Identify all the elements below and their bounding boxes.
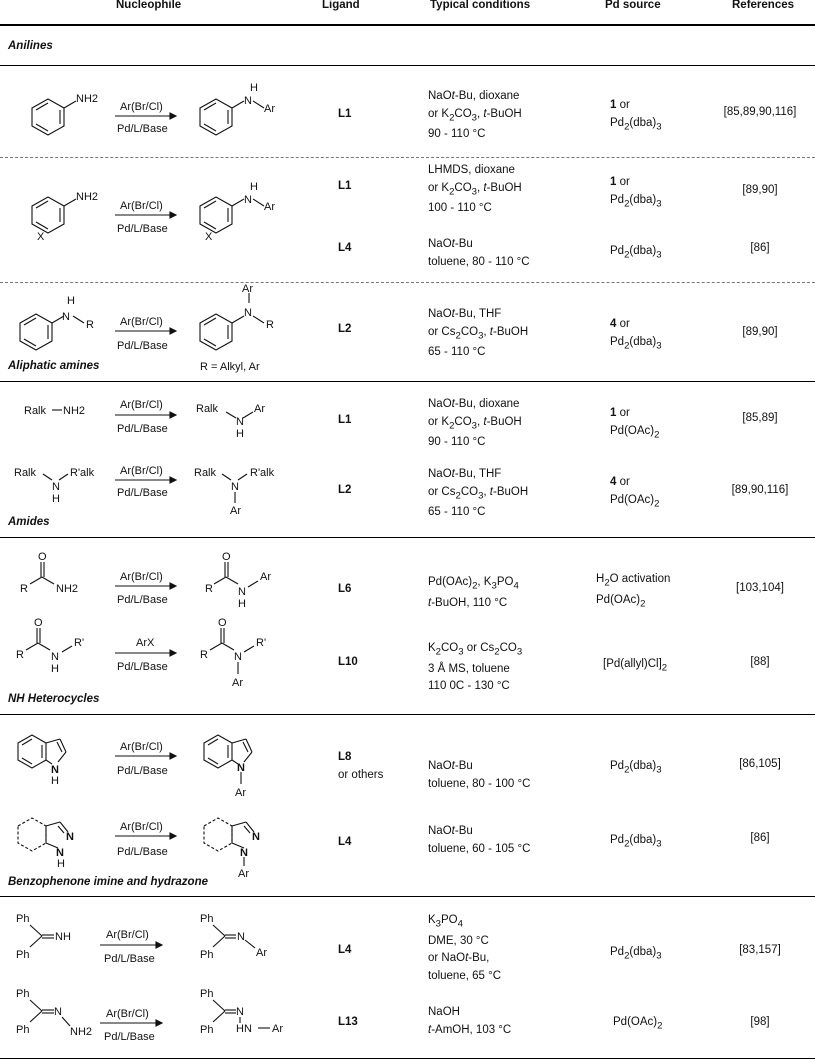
atom-ph: Ph <box>16 1024 30 1036</box>
atom-n: N <box>236 1006 244 1018</box>
condition-line: $K_3PO_4$ <box>428 914 463 930</box>
condition-line: toluene, 65 °C <box>428 969 502 982</box>
catalyst-label: Pd/L/Base <box>104 1031 155 1043</box>
condition-line: NaOH <box>428 1006 460 1018</box>
section-aliphatic-amines: Aliphatic amines <box>8 360 100 372</box>
atom-h: H <box>67 295 75 307</box>
atom-ar: Ar <box>264 201 275 213</box>
catalyst-label: Pd/L/Base <box>117 661 168 673</box>
atom-h: H <box>51 663 59 675</box>
atom-n: N <box>56 847 64 859</box>
condition-line: NaOt-Bu <box>428 760 473 772</box>
condition-line: 100 - 110 °C <box>428 202 492 215</box>
reagent-label: Ar(Br/Cl) <box>120 571 163 583</box>
reference-cell: [88] <box>750 656 770 668</box>
condition-line: or $Cs_2CO_3$, t-BuOH <box>428 485 529 501</box>
atom-n: N <box>236 416 244 428</box>
condition-line: toluene, 60 - 105 °C <box>428 842 531 855</box>
atom-n: N <box>234 651 242 663</box>
atom-h: H <box>57 858 65 870</box>
substituent-note: R = Alkyl, Ar <box>200 361 260 373</box>
atom-nh2: NH2 <box>70 1026 93 1038</box>
reagent-label: Ar(Br/Cl) <box>120 200 163 212</box>
ligand-cell: L1 <box>338 108 352 120</box>
reference-cell: [89,90] <box>742 326 778 338</box>
pd-line: $[Pd(allyl)Cl]_2$ <box>603 658 668 674</box>
atom-n: N <box>237 931 245 943</box>
reference-cell: [86] <box>750 242 770 254</box>
atom-h: H <box>250 181 258 193</box>
condition-line: DME, 30 °C <box>428 934 489 947</box>
atom-h: H <box>236 428 244 440</box>
catalyst-label: Pd/L/Base <box>117 765 168 777</box>
condition-line: t-AmOH, 103 °C <box>428 1023 512 1036</box>
atom-ar: Ar <box>264 103 275 115</box>
atom-n: N <box>54 1006 62 1018</box>
catalyst-label: Pd/L/Base <box>117 487 168 499</box>
condition-line: NaOt-Bu, THF <box>428 468 502 480</box>
ligand-cell: L10 <box>338 656 358 668</box>
section-nh-heterocycles: NH Heterocycles <box>8 693 100 705</box>
reagent-label: Ar(Br/Cl) <box>120 465 163 477</box>
reagent-label: Ar(Br/Cl) <box>120 316 163 328</box>
pd-line: $Pd_2(dba)_3$ <box>610 335 662 351</box>
atom-n: N <box>237 762 245 774</box>
ligand-note: or others <box>338 769 384 781</box>
reference-cell: [85,89] <box>742 412 778 424</box>
atom-n: N <box>66 831 74 843</box>
condition-line: or NaOt-Bu, <box>428 952 490 965</box>
atom-o: O <box>34 617 43 629</box>
condition-line: LHMDS, dioxane <box>428 164 515 176</box>
condition-line: or $K_2CO_3$, t-BuOH <box>428 415 522 431</box>
condition-line: 3 Å MS, toluene <box>428 662 510 675</box>
reference-cell: [86] <box>750 832 770 844</box>
atom-nh: NH <box>55 931 71 943</box>
atom-nh2: NH2 <box>76 93 99 105</box>
reagent-label: Ar(Br/Cl) <box>120 399 163 411</box>
atom-r: R <box>20 583 28 595</box>
atom-r: R <box>200 649 208 661</box>
atom-n: N <box>244 307 252 319</box>
condition-line: NaOt-Bu, dioxane <box>428 398 520 410</box>
condition-line: or $Cs_2CO_3$, t-BuOH <box>428 325 529 341</box>
atom-ph: Ph <box>16 949 30 961</box>
catalyst-label: Pd/L/Base <box>117 846 168 858</box>
catalyst-label: Pd/L/Base <box>117 223 168 235</box>
atom-r: R <box>205 583 213 595</box>
pd-line: 4 or <box>610 318 630 330</box>
catalyst-label: Pd/L/Base <box>117 423 168 435</box>
ligand-cell: L1 <box>338 414 352 426</box>
atom-x: X <box>205 231 213 243</box>
atom-nh2: NH2 <box>76 191 99 203</box>
atom-hn: HN <box>236 1023 252 1035</box>
condition-line: NaOt-Bu, THF <box>428 308 502 320</box>
section-anilines: Anilines <box>8 40 53 52</box>
atom-ar: Ar <box>260 571 271 583</box>
atom-x: X <box>37 231 45 243</box>
reagent-label: Ar(Br/Cl) <box>120 821 163 833</box>
atom-h: H <box>51 775 59 787</box>
atom-ar: Ar <box>232 677 243 689</box>
reference-cell: [86,105] <box>739 758 781 770</box>
atom-ralk: Ralk <box>14 467 37 479</box>
condition-line: 90 - 110 °C <box>428 436 486 449</box>
reagent-label: Ar(Br/Cl) <box>120 101 163 113</box>
atom-n: N <box>238 586 246 598</box>
pd-line: $Pd(OAc)_2$ <box>596 593 646 610</box>
ligand-cell: L6 <box>338 583 352 595</box>
atom-rpalk: R'alk <box>70 467 95 479</box>
ligand-label: L8 <box>338 751 352 763</box>
atom-r: R <box>16 649 24 661</box>
atom-ph: Ph <box>16 913 30 925</box>
ligand-cell: L4 <box>338 242 352 254</box>
header-ligand: Ligand <box>322 0 360 11</box>
pd-line: $Pd_2(dba)_3$ <box>610 245 662 261</box>
pd-line: 4 or <box>610 476 630 488</box>
header-nucleophile: Nucleophile <box>116 0 182 11</box>
reference-cell: [103,104] <box>736 582 784 594</box>
reagent-label: Ar(Br/Cl) <box>106 929 149 941</box>
condition-line: 110 0C - 130 °C <box>428 680 510 693</box>
atom-rpalk: R'alk <box>250 467 275 479</box>
atom-rp: R' <box>256 637 267 649</box>
reagent-label: Ar(Br/Cl) <box>120 741 163 753</box>
pd-line: $Pd_2(dba)_3$ <box>610 834 662 850</box>
section-amides: Amides <box>8 516 50 528</box>
atom-ralk: Ralk <box>24 405 47 417</box>
atom-ralk: Ralk <box>196 403 219 415</box>
atom-o: O <box>222 551 231 563</box>
atom-ar: Ar <box>235 787 246 799</box>
atom-n: N <box>51 764 59 776</box>
atom-n: N <box>52 481 60 493</box>
ligand-cell: L4 <box>338 944 352 956</box>
atom-ph: Ph <box>16 988 30 1000</box>
catalyst-label: Pd/L/Base <box>117 123 168 135</box>
atom-n: N <box>62 311 70 323</box>
condition-line: NaOt-Bu <box>428 825 473 837</box>
atom-o: O <box>38 551 47 563</box>
atom-rp: R' <box>74 637 85 649</box>
reagent-label: Ar(Br/Cl) <box>106 1008 149 1020</box>
catalyst-label: Pd/L/Base <box>117 594 168 606</box>
atom-n: N <box>244 194 252 206</box>
reference-cell: [98] <box>750 1016 770 1028</box>
pd-line: $Pd_2(dba)_3$ <box>610 946 662 962</box>
ligand-cell: L1 <box>338 180 352 192</box>
ligand-cell: L4 <box>338 836 352 848</box>
atom-ar: Ar <box>272 1023 283 1035</box>
condition-line: NaOt-Bu, dioxane <box>428 90 520 102</box>
reference-cell: [89,90,116] <box>731 484 789 496</box>
atom-o: O <box>218 617 227 629</box>
atom-ar: Ar <box>254 403 265 415</box>
header-conditions: Typical conditions <box>430 0 531 11</box>
pd-line: $Pd(OAc)_2$ <box>610 424 660 440</box>
atom-n: N <box>244 95 252 107</box>
atom-n: N <box>51 651 59 663</box>
pd-line: $Pd_2(dba)_3$ <box>610 760 662 776</box>
pd-line: 1 or <box>610 407 630 419</box>
condition-line: or $K_2CO_3$, t-BuOH <box>428 181 522 197</box>
reagent-label: ArX <box>136 637 155 649</box>
atom-r: R <box>266 319 274 331</box>
condition-line: t-BuOH, 110 °C <box>428 596 508 609</box>
reference-cell: [89,90] <box>742 184 778 196</box>
condition-line: NaOt-Bu <box>428 238 473 250</box>
atom-ph: Ph <box>200 988 214 1000</box>
condition-line: toluene, 80 - 110 °C <box>428 255 530 268</box>
pd-line: $Pd_2(dba)_3$ <box>610 193 662 209</box>
ligand-cell: L2 <box>338 323 352 335</box>
atom-h: H <box>238 598 246 610</box>
ligand-cell: L2 <box>338 484 352 496</box>
condition-line: 65 - 110 °C <box>428 506 486 519</box>
condition-line: toluene, 80 - 100 °C <box>428 777 531 790</box>
atom-ralk: Ralk <box>194 467 217 479</box>
pd-line: 1 or <box>610 176 630 188</box>
atom-h: H <box>250 82 258 94</box>
condition-line: $Pd(OAc)_2$, $K_3PO_4$ <box>428 576 519 592</box>
atom-n: N <box>252 831 260 843</box>
header-pd-source: Pd source <box>605 0 661 11</box>
atom-n: N <box>231 481 239 493</box>
reference-cell: [85,89,90,116] <box>723 106 797 118</box>
pd-line: $Pd(OAc)_2$ <box>613 1016 663 1032</box>
atom-ar: Ar <box>242 283 253 295</box>
atom-nh2: NH2 <box>56 583 79 595</box>
pd-line: $Pd(OAc)_2$ <box>610 493 660 509</box>
atom-ph: Ph <box>200 1024 214 1036</box>
atom-nh2: NH2 <box>63 405 86 417</box>
condition-line: 90 - 110 °C <box>428 128 486 141</box>
ligand-cell: L13 <box>338 1016 358 1028</box>
condition-line: or $K_2CO_3$, t-BuOH <box>428 107 522 123</box>
catalyst-label: Pd/L/Base <box>104 953 155 965</box>
pd-line: $H_2O$ activation <box>596 573 671 589</box>
atom-r: R <box>86 319 94 331</box>
pd-line: $Pd_2(dba)_3$ <box>610 116 662 132</box>
atom-n: N <box>240 847 248 859</box>
section-benzophenone-imine: Benzophenone imine and hydrazone <box>8 876 208 888</box>
condition-line: $K_2CO_3$ or $Cs_2CO_3$ <box>428 642 523 658</box>
pd-source-cell <box>613 1014 662 1035</box>
atom-h: H <box>52 493 60 505</box>
condition-line: 65 - 110 °C <box>428 346 486 359</box>
atom-ph: Ph <box>200 913 214 925</box>
atom-ar: Ar <box>238 868 249 880</box>
conditions-cell <box>428 1004 511 1039</box>
atom-ph: Ph <box>200 949 214 961</box>
header-references: References <box>732 0 795 11</box>
atom-ar: Ar <box>230 505 241 517</box>
catalyst-label: Pd/L/Base <box>117 340 168 352</box>
atom-ar: Ar <box>256 947 267 959</box>
reference-cell: [83,157] <box>739 944 781 956</box>
pd-line: 1 or <box>610 99 630 111</box>
